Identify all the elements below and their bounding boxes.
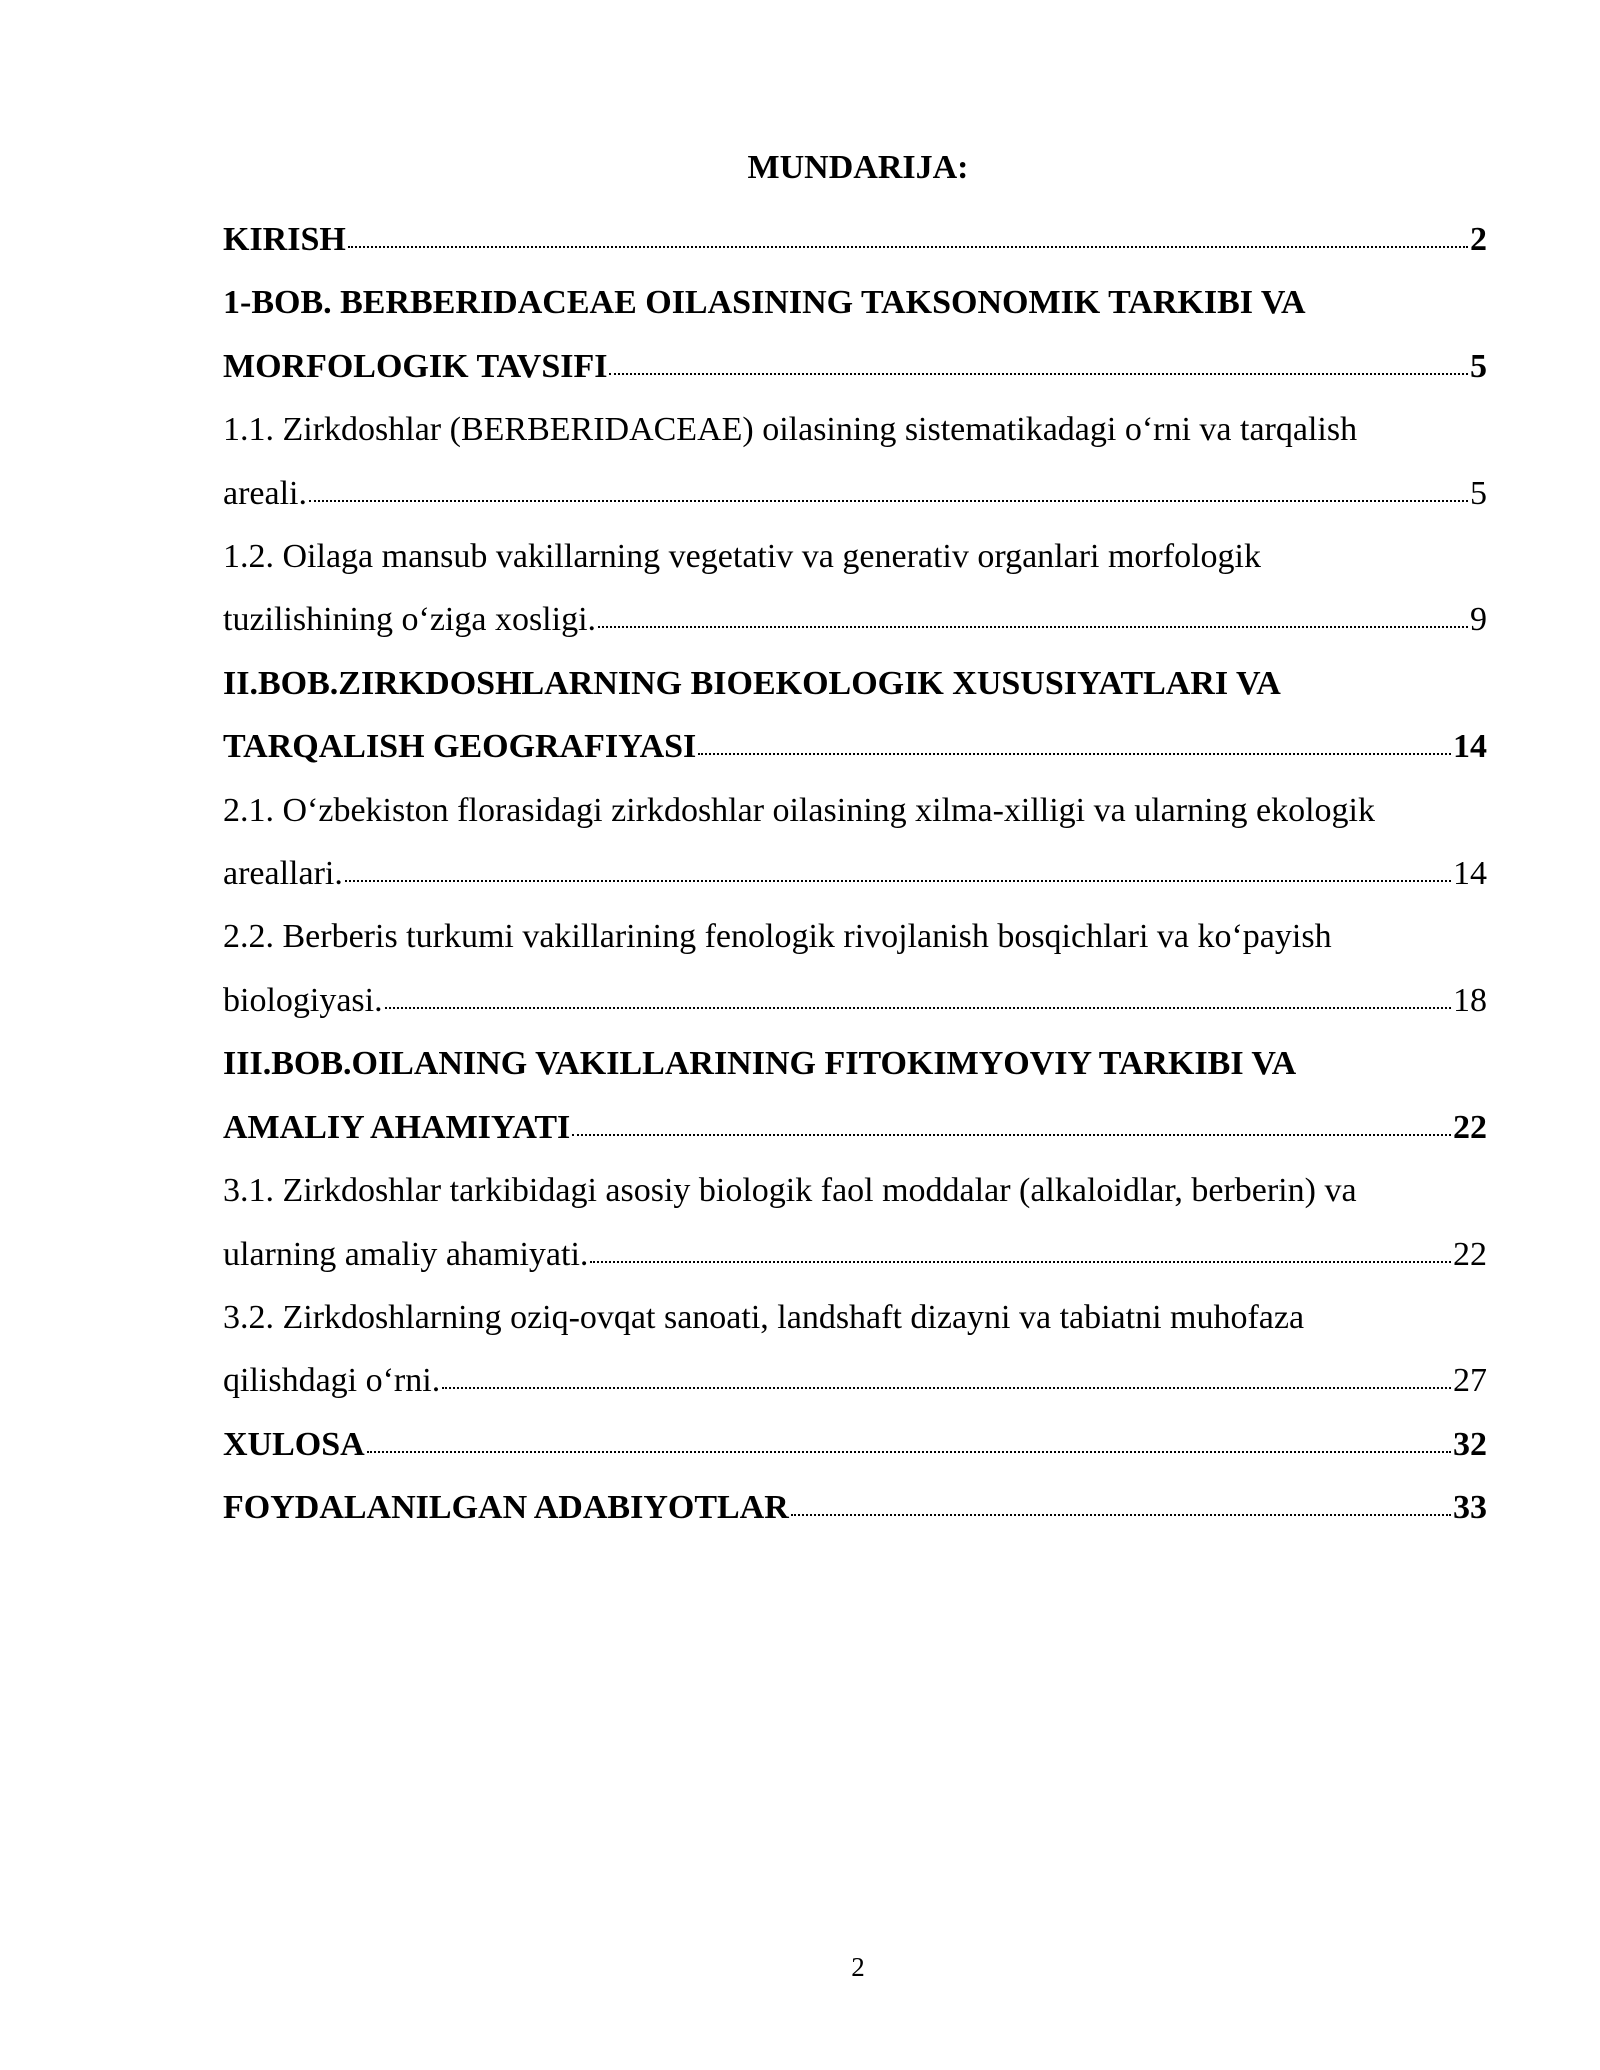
toc-entry-text: MORFOLOGIK TAVSIFI: [223, 347, 608, 385]
toc-entry-text: XULOSA: [223, 1425, 365, 1463]
toc-entry-line: [223, 462, 1487, 525]
dot-leader: [590, 1259, 1451, 1263]
dot-leader: [348, 244, 1468, 248]
toc-entry-first-line: 1-BOB. BERBERIDACEAE OILASINING TAKSONOMIK TARKIBI VA: [223, 284, 1306, 322]
toc-entry-first-line: 1.1. Zirkdoshlar (BERBERIDACEAE) oilasining sistematikadagi o‘rni va tarqalish: [223, 411, 1358, 449]
toc-entry-kirish[interactable]: [223, 208, 1487, 271]
table-of-contents: [223, 208, 1487, 1540]
toc-entry-chapter-3[interactable]: [223, 1032, 1487, 1159]
toc-entry-first-line: 2.1. O‘zbekiston florasidagi zirkdoshlar oilasining xilma-xilligi va ularning ekologik: [223, 791, 1375, 829]
toc-entry-section-3-2[interactable]: [223, 1286, 1487, 1413]
toc-page-number: 2: [1470, 221, 1487, 258]
toc-entry-line: [223, 1413, 1487, 1476]
toc-entry-text: qilishdagi o‘rni.: [223, 1362, 441, 1400]
toc-entry-first-line: III.BOB.OILANING VAKILLARINING FITOKIMYOVIY TARKIBI VA: [223, 1045, 1297, 1083]
toc-entry-first-line: II.BOB.ZIRKDOSHLARNING BIOEKOLOGIK XUSUSIYATLARI VA: [223, 664, 1281, 702]
toc-page-number: 9: [1470, 601, 1487, 639]
dot-leader: [609, 371, 1468, 375]
toc-page-number: 22: [1453, 1235, 1487, 1273]
dot-leader: [791, 1512, 1451, 1516]
toc-page-number: 27: [1453, 1362, 1487, 1400]
toc-entry-text: ularning amaliy ahamiyati.: [223, 1235, 589, 1273]
toc-entry-first-line: 3.1. Zirkdoshlar tarkibidagi asosiy biologik faol moddalar (alkaloidlar, berberin) va: [223, 1172, 1357, 1210]
toc-entry-text: biologiyasi.: [223, 981, 383, 1019]
toc-entry-section-2-1[interactable]: [223, 779, 1487, 906]
toc-entry-xulosa[interactable]: [223, 1413, 1487, 1476]
toc-entry-text: TARQALISH GEOGRAFIYASI: [223, 728, 697, 766]
toc-entry-text: FOYDALANILGAN ADABIYOTLAR: [223, 1489, 789, 1527]
toc-page-number: 5: [1470, 474, 1487, 512]
toc-entry-text: areali.: [223, 474, 307, 512]
dot-leader: [598, 624, 1468, 628]
dot-leader: [442, 1385, 1451, 1389]
toc-entry-first-line: 2.2. Berberis turkumi vakillarining fenologik rivojlanish bosqichlari va ko‘payish: [223, 918, 1332, 956]
toc-page-number: 33: [1453, 1489, 1487, 1527]
toc-entry-chapter-2[interactable]: [223, 652, 1487, 779]
toc-entry-line: [223, 1223, 1487, 1286]
toc-entry-text: AMALIY AHAMIYATI: [223, 1108, 571, 1146]
toc-entry-first-line: 3.2. Zirkdoshlarning oziq-ovqat sanoati, landshaft dizayni va tabiatni muhofaza: [223, 1298, 1305, 1336]
toc-entry-line: [223, 842, 1487, 905]
dot-leader: [345, 878, 1451, 882]
dot-leader: [572, 1132, 1451, 1136]
toc-entry-chapter-1[interactable]: [223, 271, 1487, 398]
toc-entry-text: tuzilishining o‘ziga xosligi.: [223, 601, 597, 639]
toc-page-number: 18: [1453, 981, 1487, 1019]
dot-leader: [367, 1449, 1451, 1453]
toc-page-number: 22: [1453, 1108, 1487, 1146]
toc-entry-line: [223, 588, 1487, 651]
toc-entry-section-1-1[interactable]: [223, 398, 1487, 525]
page-number-footer: 2: [851, 1952, 865, 1982]
dot-leader: [385, 1005, 1451, 1009]
toc-page-number: 14: [1453, 728, 1487, 766]
toc-entry-section-2-2[interactable]: [223, 905, 1487, 1032]
toc-entry-section-3-1[interactable]: [223, 1159, 1487, 1286]
page-title: MUNDARIJA:: [747, 149, 969, 186]
toc-entry-line: [223, 208, 1487, 271]
toc-entry-section-1-2[interactable]: [223, 525, 1487, 652]
toc-page-number: 5: [1470, 347, 1487, 385]
toc-entry-line: [223, 1476, 1487, 1539]
toc-entry-line: [223, 335, 1487, 398]
dot-leader: [309, 498, 1468, 502]
dot-leader: [698, 751, 1451, 755]
toc-entry-line: [223, 969, 1487, 1032]
toc-page-number: 32: [1453, 1425, 1487, 1463]
toc-entry-line: [223, 1096, 1487, 1159]
toc-entry-line: [223, 1349, 1487, 1412]
toc-page-number: 14: [1453, 855, 1487, 893]
toc-entry-text: areallari.: [223, 855, 343, 893]
toc-entry-text: KIRISH: [223, 221, 346, 258]
toc-entry-first-line: 1.2. Oilaga mansub vakillarning vegetativ va generativ organlari morfologik: [223, 538, 1261, 576]
toc-entry-references[interactable]: [223, 1476, 1487, 1539]
toc-entry-line: [223, 715, 1487, 778]
